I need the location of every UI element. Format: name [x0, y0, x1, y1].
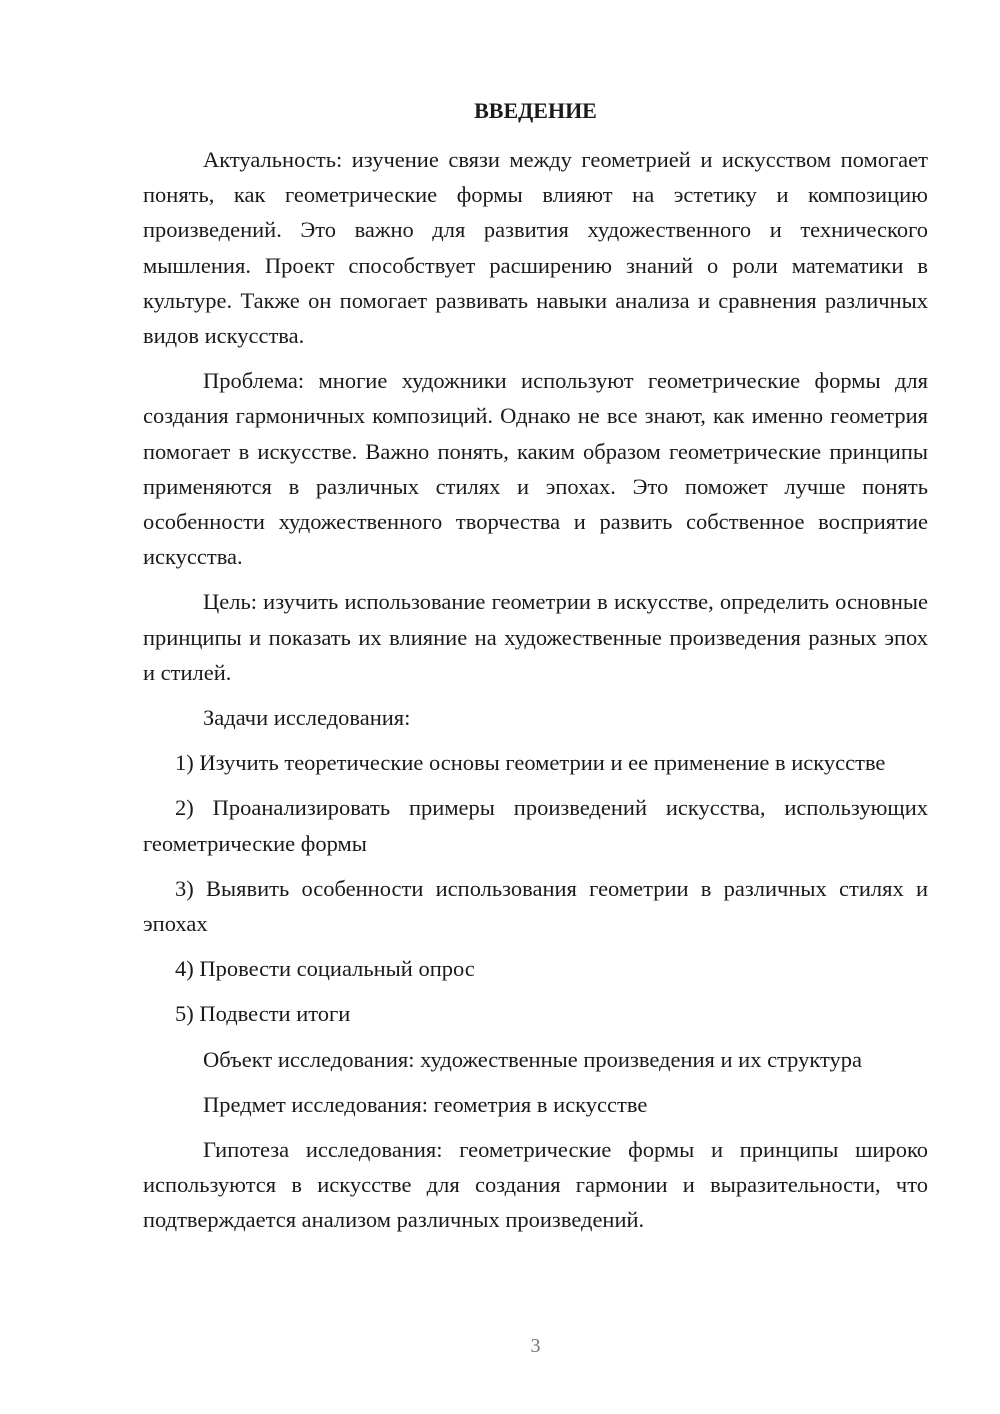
tasks-heading: Задачи исследования: — [203, 705, 411, 731]
task-item-4: 4) Провести социальный опрос — [175, 956, 475, 982]
paragraph-problem: Проблема: многие художники используют геометрические формы для создания гармоничных композиций. Однако не все знают, как именно геометрия помогает в искусстве. Важно понять, каким образом геометрические принципы применяются в различных стилях и эпохах. Это поможет лучше понять особенности художественного творчества и развить собственное восприятие искусства. — [143, 368, 928, 570]
page-title: ВВЕДЕНИЕ — [474, 98, 597, 123]
document-body — [143, 142, 928, 1248]
task-item-3: 3) Выявить особенности использования геометрии в различных стилях и эпохах — [143, 875, 928, 937]
document-page — [143, 0, 928, 1414]
paragraph-object: Объект исследования: художественные произведения и их структура — [203, 1046, 863, 1072]
task-item-5: 5) Подвести итоги — [175, 1001, 351, 1027]
task-item-1: 1) Изучить теоретические основы геометрии и ее применение в искусстве — [175, 750, 886, 776]
page-number: 3 — [530, 1335, 541, 1357]
paragraph-hypothesis: Гипотеза исследования: геометрические формы и принципы широко используются в искусстве для создания гармонии и выразительности, что подтверждается анализом различных произведений. — [143, 1137, 928, 1233]
paragraph-goal: Цель: изучить использование геометрии в искусстве, определить основные принципы и показать их влияние на художественные произведения разных эпох и стилей. — [143, 589, 928, 685]
paragraph-subject: Предмет исследования: геометрия в искусстве — [203, 1091, 648, 1117]
paragraph-relevance: Актуальность: изучение связи между геометрией и искусством помогает понять, как геометрические формы влияют на эстетику и композицию произведений. Это важно для развития художественного и технического мышления. Проект способствует расширению знаний о роли математики в культуре. Также он помогает развивать навыки анализа и сравнения различных видов искусства. — [143, 147, 928, 349]
task-item-2: 2) Проанализировать примеры произведений искусства, использующих геометрические формы — [143, 795, 928, 856]
